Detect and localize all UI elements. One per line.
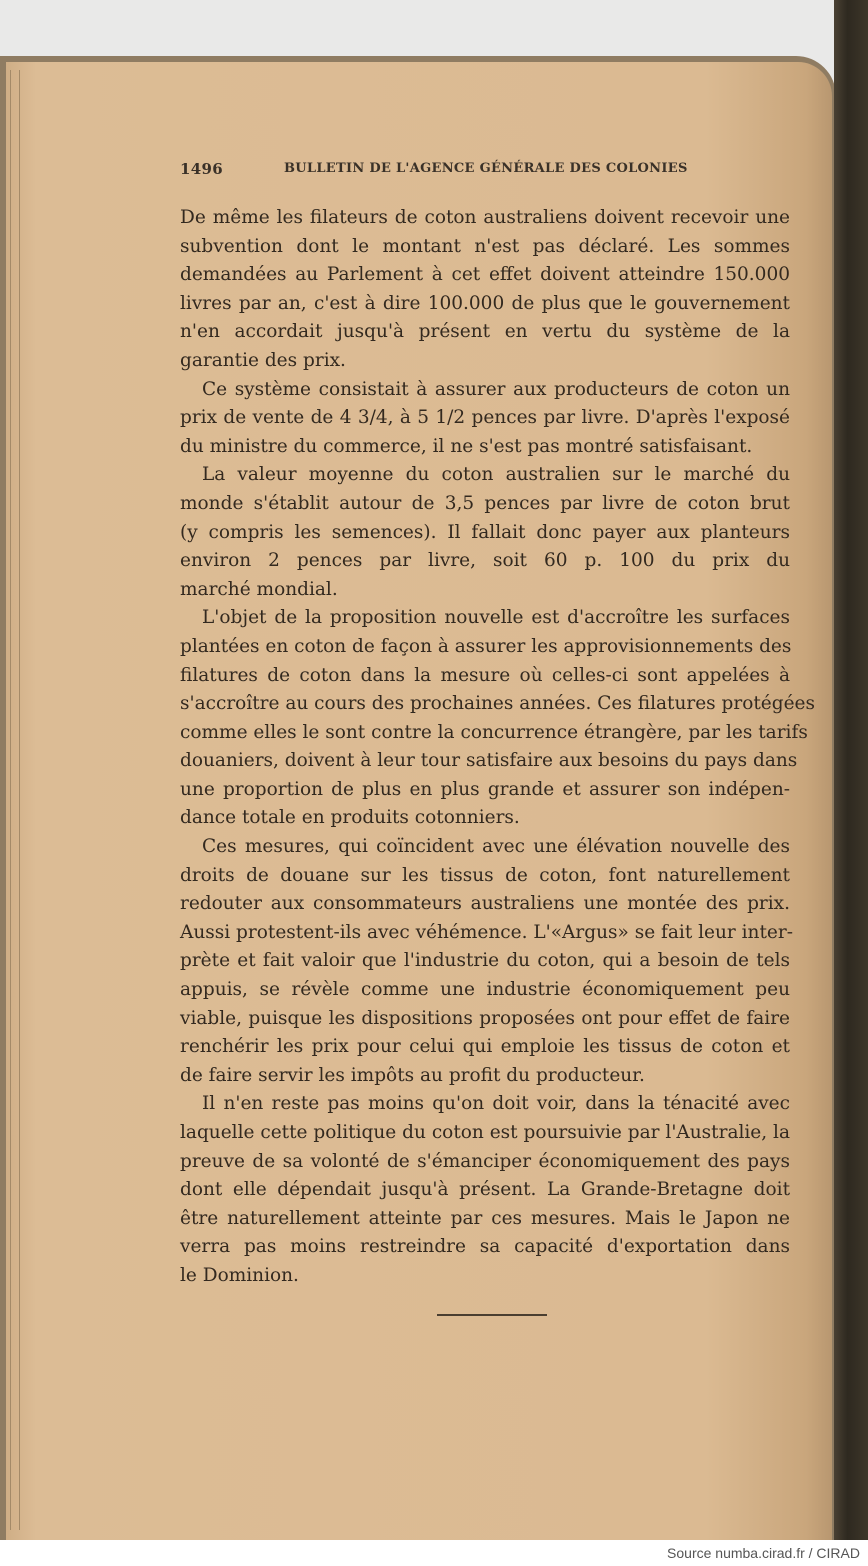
text-line: Aussi protestent-ils avec véhémence. L'«Argus» se fait leur inter- <box>180 921 793 943</box>
footer-bar <box>0 1540 868 1566</box>
text-line: dont elle dépendait jusqu'à présent. La Grande-Bretagne doit <box>180 1179 790 1201</box>
text-line: marché mondial. <box>180 578 338 600</box>
paragraph <box>180 1090 790 1290</box>
text-line: de faire servir les impôts au profit du producteur. <box>180 1064 645 1086</box>
text-line: filatures de coton dans la mesure où celles-ci sont appelées à <box>180 664 790 686</box>
text-line: La valeur moyenne du coton australien sur le marché du <box>202 464 790 486</box>
text-line: prète et fait valoir que l'industrie du coton, qui a besoin de tels <box>180 950 790 972</box>
text-line: preuve de sa volonté de s'émanciper économiquement des pays <box>180 1150 790 1172</box>
paragraph <box>180 604 815 833</box>
text-line: le Dominion. <box>180 1264 299 1286</box>
text-line: redouter aux consommateurs australiens une montée des prix. <box>180 893 790 915</box>
paragraph <box>180 376 790 462</box>
paragraph <box>180 204 790 376</box>
text-line: (y compris les semences). Il fallait donc payer aux planteurs <box>180 521 790 543</box>
text-line: viable, puisque les dispositions proposées ont pour effet de faire <box>180 1007 790 1029</box>
running-title: BULLETIN DE L'AGENCE GÉNÉRALE DES COLONIES <box>284 161 688 176</box>
text-line: renchérir les prix pour celui qui emploie les tissus de coton et <box>180 1036 790 1058</box>
text-line: verra pas moins restreindre sa capacité d'exportation dans <box>180 1236 790 1258</box>
text-line: s'accroître au cours des prochaines années. Ces filatures protégées <box>180 693 815 715</box>
page-stack-edge <box>10 70 20 1530</box>
text-line: Ces mesures, qui coïncident avec une élévation nouvelle des <box>202 836 790 858</box>
text-line: laquelle cette politique du coton est poursuivie par l'Australie, la <box>180 1122 790 1143</box>
text-line: douaniers, doivent à leur tour satisfaire aux besoins du pays dans <box>180 750 798 772</box>
text-line: Il n'en reste pas moins qu'on doit voir, dans la ténacité avec <box>202 1093 790 1115</box>
text-line: du ministre du commerce, il ne s'est pas montré satisfaisant. <box>180 435 753 457</box>
source-credit: Source numba.cirad.fr / CIRAD <box>667 1545 860 1561</box>
book-spine <box>834 0 868 1540</box>
text-line: De même les filateurs de coton australiens doivent recevoir une <box>180 207 790 228</box>
text-line: L'objet de la proposition nouvelle est d'accroître les surfaces <box>202 607 790 629</box>
paragraph <box>180 461 790 604</box>
text-line: droits de douane sur les tissus de coton, font naturellement <box>180 864 790 886</box>
text-line: demandées au Parlement à cet effet doivent atteindre 150.000 <box>180 264 790 286</box>
text-line: livres par an, c'est à dire 100.000 de plus que le gouvernement <box>180 292 790 314</box>
text-line: garantie des prix. <box>180 349 346 371</box>
text-line: une proportion de plus en plus grande et assurer son indépen- <box>180 778 790 800</box>
text-line: dance totale en produits cotonniers. <box>180 807 520 829</box>
text-line: prix de vente de 4 3/4, à 5 1/2 pences par livre. D'après l'exposé <box>180 407 790 429</box>
text-line: Ce système consistait à assurer aux producteurs de coton un <box>202 378 790 400</box>
text-line: comme elles le sont contre la concurrence étrangère, par les tarifs <box>180 721 808 743</box>
text-line: plantées en coton de façon à assurer les approvisionnements des <box>180 635 792 657</box>
text-line: n'en accordait jusqu'à présent en vertu du système de la <box>180 321 790 343</box>
text-line: monde s'établit autour de 3,5 pences par livre de coton brut <box>180 492 790 514</box>
article-body <box>180 204 815 1291</box>
text-line: subvention dont le montant n'est pas déclaré. Les sommes <box>180 235 790 257</box>
text-line: être naturellement atteinte par ces mesures. Mais le Japon ne <box>180 1207 790 1229</box>
page-number: 1496 <box>180 160 223 178</box>
section-divider <box>437 1314 547 1316</box>
paragraph <box>180 833 793 1090</box>
text-line: environ 2 pences par livre, soit 60 p. 100 du prix du <box>180 550 790 572</box>
text-line: appuis, se révèle comme une industrie économiquement peu <box>180 979 790 1001</box>
